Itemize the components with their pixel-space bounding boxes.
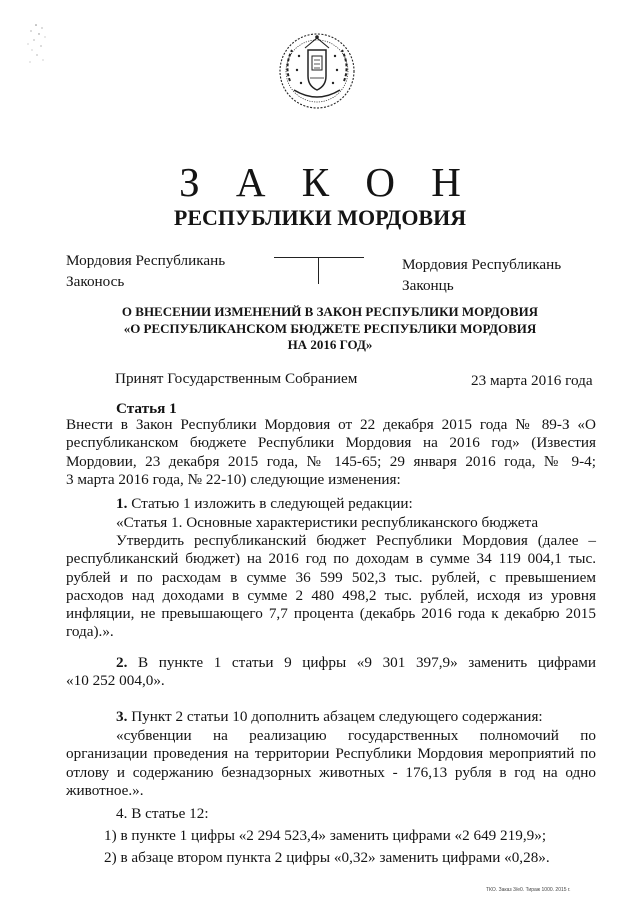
quote-line-3: рублей и по расходам в сумме 36 599 502,3 тыс. рублей, с превышением: [66, 568, 596, 586]
quote-line-5: инфляции, не превышающего 7,7 процента (декабрь 2016 года к декабрю 2015: [66, 605, 596, 623]
item-4-subitem-2: 2) в абзаце втором пункта 2 цифры «0,32» заменить цифрами «0,28».: [104, 849, 550, 866]
law-title-line-3: НА 2016 ГОД»: [287, 337, 373, 352]
moksha-line-1: Мордовия Республикань: [66, 252, 226, 269]
quote-line-4: расходов над доходами в сумме 2 480 498,2 тыс. рублей, исходя из уровня: [66, 586, 596, 604]
quote-line-2: республиканский бюджет) на 2016 год по доходам в сумме 34 119 004,1 тыс.: [66, 550, 596, 568]
item-1-number: 1.: [116, 495, 128, 512]
print-footer: ТКО. Заказ 3/е0. Тираж 1000. 2015 г.: [486, 887, 571, 893]
item-1-quote-title: «Статья 1. Основные характеристики республиканского бюджета: [116, 514, 539, 531]
coat-of-arms-emblem: [274, 26, 360, 112]
item-3-text: Пункт 2 статьи 10 дополнить абзацем следующего содержания:: [127, 708, 543, 725]
article-heading: Статья 1: [116, 400, 177, 417]
item-2: [66, 654, 596, 691]
adopted-date: 23 марта 2016 года: [471, 372, 593, 389]
intro-line-4: 3 марта 2016 года, № 22-10) следующие изменения:: [66, 470, 401, 488]
scan-speckles: [22, 22, 52, 68]
quote-line-1: Утвердить республиканский бюджет Республики Мордовия (далее –: [116, 532, 596, 549]
item-2-number: 2.: [116, 654, 128, 671]
item-3: [116, 708, 596, 726]
item-2-line-2: «10 252 004,0».: [66, 672, 165, 690]
issuer-title: РЕСПУБЛИКИ МОРДОВИЯ: [173, 205, 467, 230]
item-3-quote: [66, 727, 596, 800]
item-3-quote-line-2: организации проведения на территории Республики Мордовия мероприятий по: [66, 745, 596, 763]
item-1-text: Статью 1 изложить в следующей редакции:: [127, 495, 413, 512]
adopted-by: Принят Государственным Собранием: [115, 370, 358, 387]
intro-line-3: Мордовии, 23 декабря 2015 года, № 145-65; 29 января 2016 года, № 9-4;: [66, 452, 596, 470]
document-type-title: З А К О Н: [179, 159, 474, 205]
erzya-heading-right: [402, 254, 561, 296]
item-4-subitem-1: 1) в пункте 1 цифры «2 294 523,4» заменить цифрами «2 649 219,9»;: [104, 827, 547, 844]
heading-separator-horizontal: [274, 257, 364, 258]
law-title: [100, 304, 560, 354]
heading-separator-vertical: [318, 258, 319, 284]
item-4: [116, 805, 596, 823]
quote-line-6: года).».: [66, 623, 114, 641]
item-1-quote-body: [66, 532, 596, 642]
item-1: [116, 495, 596, 513]
moksha-line-2: Законось: [66, 273, 125, 290]
item-3-quote-line-4: животное.».: [66, 781, 144, 799]
item-4-number: 4.: [116, 805, 128, 822]
item-3-quote-line-3: отлову и содержанию безнадзорных животных - 176,13 рубля в год на одно: [66, 763, 596, 781]
intro-line-2: республиканском бюджете Республики Мордовия на 2016 год» (Известия: [66, 434, 596, 452]
erzya-line-1: Мордовия Республикань: [402, 256, 562, 273]
article-intro: [66, 416, 596, 489]
item-2-line-1: В пункте 1 статьи 9 цифры «9 301 397,9» заменить цифрами: [127, 654, 596, 671]
item-4-text: В статье 12:: [127, 805, 209, 822]
erzya-line-2: Законць: [402, 277, 454, 294]
law-title-line-2: «О РЕСПУБЛИКАНСКОМ БЮДЖЕТЕ РЕСПУБЛИКИ МОРДОВИЯ: [123, 320, 537, 336]
item-3-number: 3.: [116, 708, 128, 725]
law-title-line-1: О ВНЕСЕНИИ ИЗМЕНЕНИЙ В ЗАКОН РЕСПУБЛИКИ МОРДОВИЯ: [121, 304, 539, 319]
intro-line-1: Внести в Закон Республики Мордовия от 22 декабря 2015 года № 89-З «О: [66, 416, 596, 433]
item-3-quote-line-1: «субвенции на реализацию государственных полномочий по: [116, 727, 596, 744]
moksha-heading-left: [66, 250, 225, 292]
